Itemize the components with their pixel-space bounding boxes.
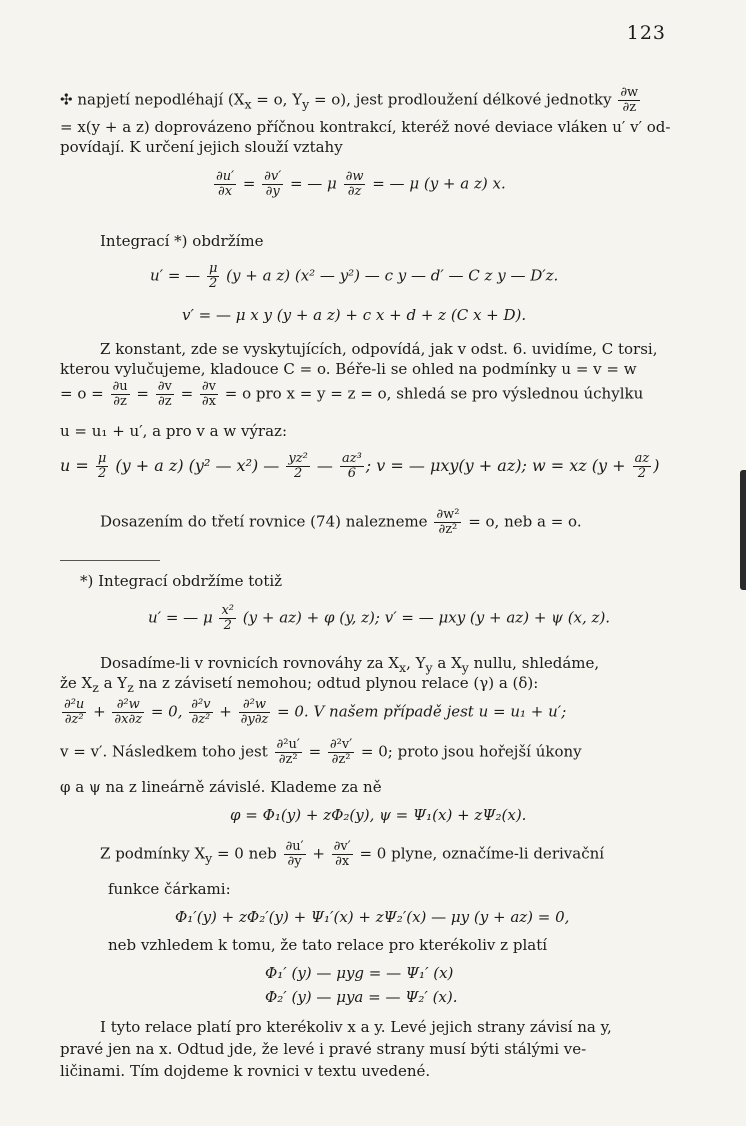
equation-2: u′ = — $\frac{\mu}{2}$ (y + a z) (x² — y²) — c y — d′ — C z y — D′z. bbox=[150, 261, 559, 291]
equation-1: $\frac{\partial u'}{\partial x}$ = $\frac{\partial v'}{\partial y}$ = — μ $\frac{\partial w}{\partial z}$ = — μ (y + a z) x. bbox=[216, 169, 506, 199]
footnote-equation-1: u′ = — μ $\frac{\text{x²}}{2}$ (y + az) + φ (y, z); v′ = — μxy (y + az) + ψ (x, z). bbox=[148, 603, 611, 633]
text-line-3: povídají. K určení jejich slouží vztahy bbox=[60, 138, 343, 156]
text-line-4: Z konstant, zde se vyskytujících, odpovídá, jak v odst. 6. uvidíme, C torsi, bbox=[100, 340, 658, 358]
text-line-2: = x(y + a z) doprovázeno příčnou kontrakcí, kteréž nové deviace vláken u′ v′ od- bbox=[60, 118, 671, 136]
footnote-line-3: že $X_z$ a $Y_z$ na z závisetí nemohou; odtud plynou relace (γ) a (δ): bbox=[60, 674, 539, 695]
equation-3: v′ = — μ x y (y + a z) + c x + d + z (C x + D). bbox=[182, 306, 527, 324]
equation-4: u = $\frac{\mu}{2}$ (y + a z) (y² — x²) — $\frac{\text{yz²}}{2}$ — $\frac{\text{az³}}{6}$ ; v = — μxy(y + az); w = xz (y + $\frac{az}{2}$ ) bbox=[60, 451, 660, 481]
footnote-equation-4: Φ₁′ (y) — μyg = — Ψ₁′ (x) bbox=[265, 964, 454, 982]
text-line-7: u = u₁ + u′, a pro v a w výraz: bbox=[60, 422, 288, 440]
text-line-1: ✣ napjetí nepodléhají ($X_x = o$, $Y_y = o$), jest prodloužení délkové jednotky $\frac{\partial w}{\partial z}$ bbox=[60, 85, 639, 115]
footnote-equation-2: φ = Φ₁(y) + zΦ₂(y), ψ = Ψ₁(x) + zΨ₂(x). bbox=[230, 806, 527, 824]
footnote-line-10: I tyto relace platí pro kterékoliv x a y. Levé jejich strany závisí na y, bbox=[100, 1018, 612, 1036]
footnote-line-5: v = v′. Následkem toho jest $\frac{\text{∂²u′}}{\text{∂z²}}$ = $\frac{\text{∂²v′}}{\text{∂z²}}$ = 0; proto jsou hořejší úkony bbox=[60, 737, 582, 767]
text-line-5: kterou vylučujeme, kladouce C = o. Béře-li se ohled na podmínky u = v = w bbox=[60, 360, 637, 378]
footnote-title: *) Integrací obdržíme totiž bbox=[80, 572, 283, 590]
footnote-line-12: ličinami. Tím dojdeme k rovnici v textu uvedené. bbox=[60, 1062, 431, 1080]
text-line-8: Dosazením do třetí rovnice (74) nalezneme $\frac{\text{∂w²}}{\text{∂z²}}$ = o, neb a = o. bbox=[100, 507, 582, 537]
footnote-line-6: φ a ψ na z lineárně závislé. Klademe za ně bbox=[60, 778, 382, 796]
footnote-line-7: Z podmínky $X_y = 0$ neb $\frac{\partial u'}{\partial y}$ + $\frac{\partial v'}{\partial x}$ = 0 plyne, označíme-li derivační bbox=[100, 839, 605, 869]
fraction: $\frac{\partial w}{\partial z}$ bbox=[620, 85, 639, 115]
footnote-equation-5: Φ₂′ (y) — μya = — Ψ₂′ (x). bbox=[265, 988, 458, 1006]
footnote-line-4: $\frac{\text{∂²u}}{\text{∂z²}}$ + $\frac{\text{∂²w}}{\partial x\partial z}$ = 0, $\frac{\text{∂²v}}{\text{∂z²}}$ + $\frac{\text{∂²w}}{\partial y\partial z}$ = 0. V našem případě jest u = u₁ + u′; bbox=[64, 697, 567, 727]
footnote-line-11: pravé jen na x. Odtud jde, že levé i pravé strany musí býti stálými ve- bbox=[60, 1040, 587, 1058]
footnote-line-9: neb vzhledem k tomu, že tato relace pro kterékoliv z platí bbox=[108, 936, 548, 954]
text-line-6: = o = $\frac{\partial u}{\partial z}$ = $\frac{\partial v}{\partial z}$ = $\frac{\partial v}{\partial x}$ = o pro x = y = z = o, shledá se pro výslednou úchylku bbox=[60, 379, 644, 409]
integration-label: Integrací *) obdržíme bbox=[100, 232, 264, 250]
page-edge-shadow bbox=[740, 470, 746, 590]
footnote-line-2: Dosadíme-li v rovnicích rovnováhy za $X_x$, $Y_y$ a $X_y$ nullu, shledáme, bbox=[100, 654, 600, 675]
page-number: 123 bbox=[626, 22, 666, 44]
footnote-equation-3: Φ₁′(y) + zΦ₂′(y) + Ψ₁′(x) + zΨ₂′(x) — μy (y + az) = 0, bbox=[175, 908, 570, 926]
footnote-rule bbox=[60, 560, 160, 561]
footnote-line-8: funkce čárkami: bbox=[108, 880, 231, 898]
